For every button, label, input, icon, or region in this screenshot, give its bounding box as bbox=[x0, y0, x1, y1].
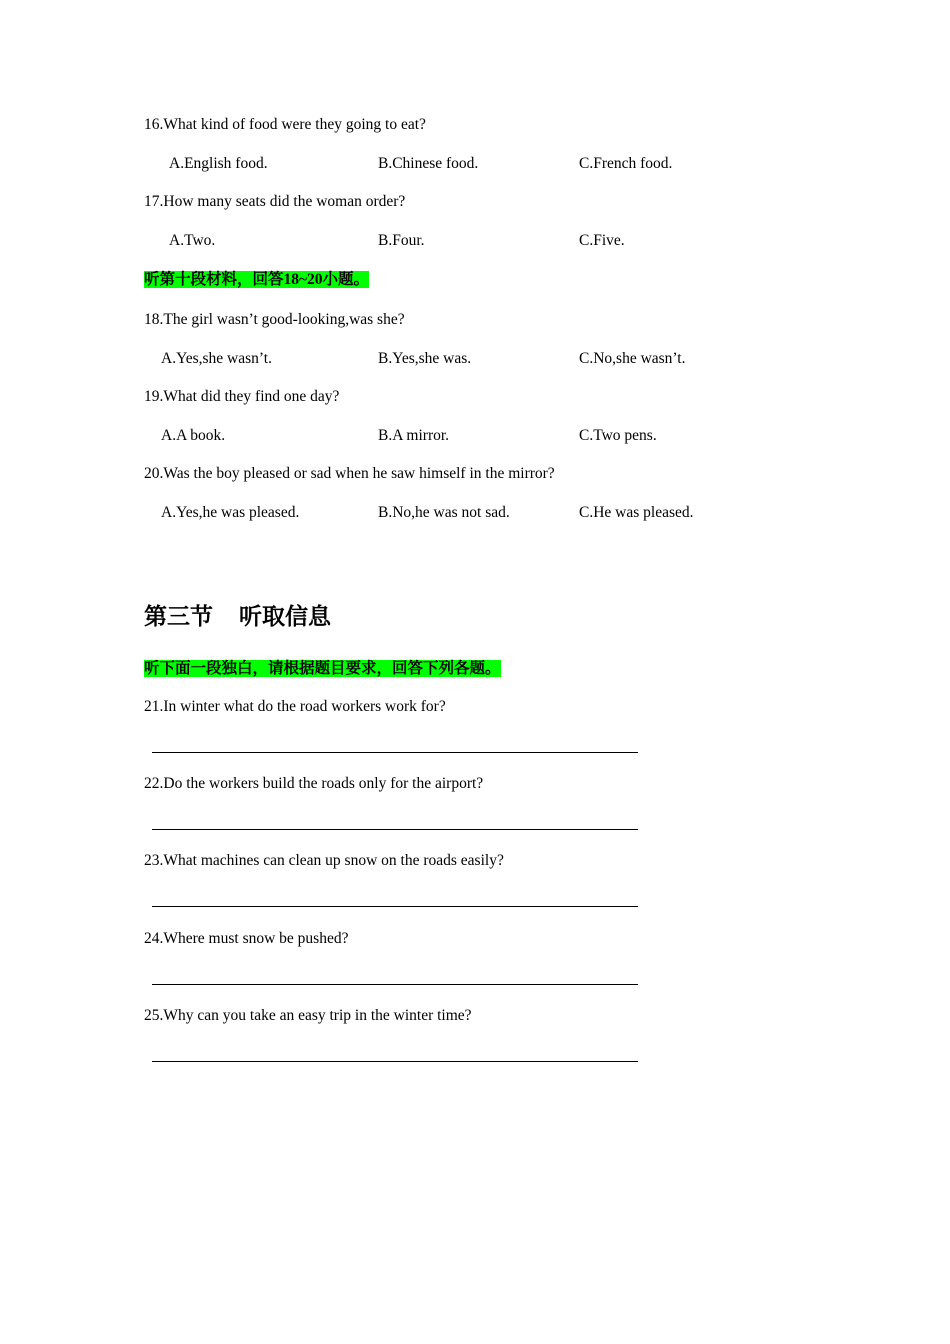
question-21: 21.In winter what do the road workers work for? bbox=[144, 698, 446, 715]
answer-line-21[interactable] bbox=[152, 752, 638, 753]
highlighted-instruction-3: 听下面一段独白，请根据题目要求，回答下列各题。 bbox=[144, 660, 501, 677]
answer-line-25[interactable] bbox=[152, 1061, 638, 1062]
question-17: 17.How many seats did the woman order? bbox=[144, 193, 406, 210]
q20-option-b: B.No,he was not sad. bbox=[378, 504, 510, 521]
question-16: 16.What kind of food were they going to eat? bbox=[144, 116, 426, 133]
q16-option-c: C.French food. bbox=[579, 155, 673, 172]
q18-option-b: B.Yes,she was. bbox=[378, 350, 472, 367]
q16-option-b: B.Chinese food. bbox=[378, 155, 479, 172]
q18-option-c: C.No,she wasn’t. bbox=[579, 350, 686, 367]
q17-option-b: B.Four. bbox=[378, 232, 425, 249]
q16-option-a: A.English food. bbox=[169, 155, 268, 172]
question-25: 25.Why can you take an easy trip in the winter time? bbox=[144, 1007, 472, 1024]
q19-option-b: B.A mirror. bbox=[378, 427, 450, 444]
answer-line-22[interactable] bbox=[152, 829, 638, 830]
q17-option-a: A.Two. bbox=[169, 232, 216, 249]
instruction-section-3 bbox=[144, 659, 501, 679]
instruction-section-10 bbox=[144, 270, 369, 290]
q17-option-c: C.Five. bbox=[579, 232, 625, 249]
section-3-title: 听取信息 bbox=[239, 604, 331, 630]
question-23: 23.What machines can clean up snow on the roads easily? bbox=[144, 852, 504, 869]
answer-line-23[interactable] bbox=[152, 906, 638, 907]
section-3-heading bbox=[144, 600, 331, 634]
question-24: 24.Where must snow be pushed? bbox=[144, 930, 349, 947]
section-3-number: 第三节 bbox=[144, 604, 213, 630]
question-22: 22.Do the workers build the roads only for the airport? bbox=[144, 775, 484, 792]
question-20: 20.Was the boy pleased or sad when he saw himself in the mirror? bbox=[144, 465, 555, 482]
q19-option-a: A.A book. bbox=[161, 427, 226, 444]
q20-option-c: C.He was pleased. bbox=[579, 504, 694, 521]
q20-option-a: A.Yes,he was pleased. bbox=[161, 504, 300, 521]
q18-option-a: A.Yes,she wasn’t. bbox=[161, 350, 272, 367]
highlighted-instruction: 听第十段材料，回答18~20小题。 bbox=[144, 271, 370, 288]
question-19: 19.What did they find one day? bbox=[144, 388, 340, 405]
answer-line-24[interactable] bbox=[152, 984, 638, 985]
q19-option-c: C.Two pens. bbox=[579, 427, 657, 444]
question-18: 18.The girl wasn’t good-looking,was she? bbox=[144, 311, 405, 328]
